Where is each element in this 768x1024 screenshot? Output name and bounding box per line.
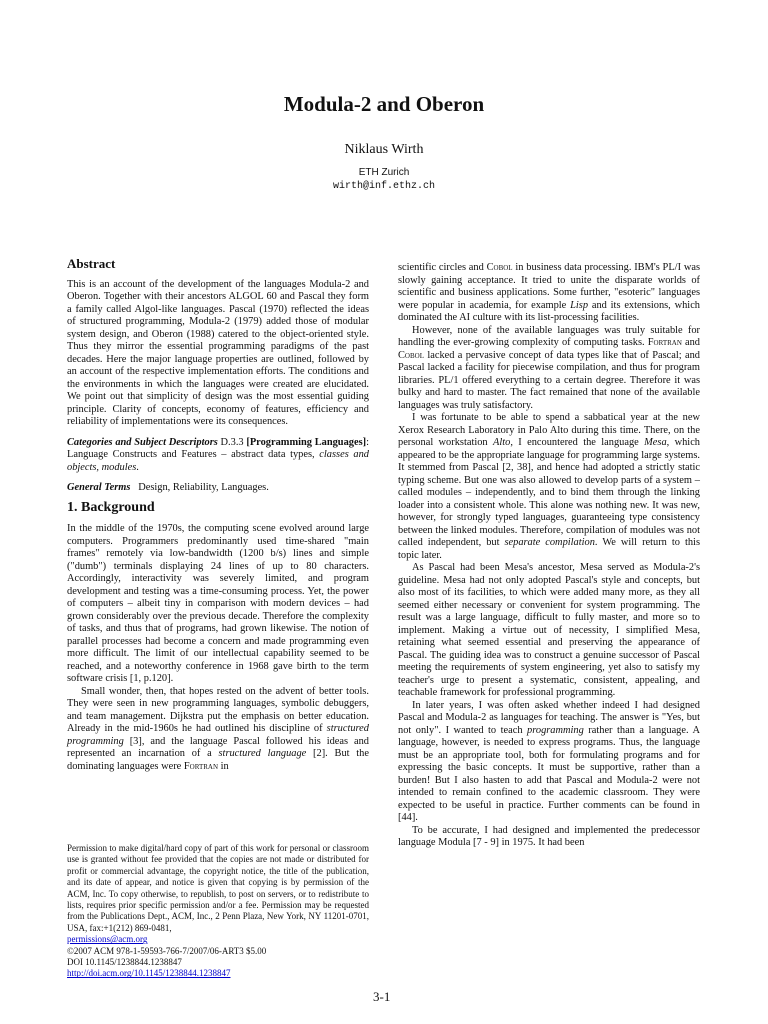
categories-text: : Language Constructs and Features – abstract data types,	[67, 436, 369, 460]
bg-p2-smallcaps: Fortran	[183, 760, 218, 772]
categories-bold: [Programming Languages]	[246, 436, 367, 448]
doi-line: DOI 10.1145/1238844.1238847	[67, 957, 182, 968]
general-terms-label: General Terms	[67, 482, 131, 493]
categories-paragraph	[67, 437, 369, 475]
r-p1-sc1: Fortran	[647, 337, 682, 348]
right-paragraph-1	[398, 325, 700, 413]
r-p2-d: . We will return to this topic later.	[398, 537, 700, 561]
permission-footnote	[67, 843, 369, 980]
bg-p2-text-a: Small wonder, then, that hopes rested on the advent of better tools. They were seen in new programming languages, symbolic debuggers, and team management. Dijkstra put the emphasis on better education. Already in the mid-1960s he had outlined his discipline of	[67, 685, 369, 734]
r-p1-b: and	[681, 337, 700, 348]
right-paragraph-0	[398, 262, 700, 325]
r-p0-c: and its extensions, which dominated the AI culture with its list-processing facilities.	[398, 299, 700, 323]
abstract-text: This is an account of the development of the languages Modula-2 and Oberon. Together with their ancestors ALGOL 60 and Pascal they form a family called Algol-like languages. Pascal (1970) reflected the ideas of structured programming, Modula-2 (1979) added those of modular system design, and Oberon (1988) catered to the object-oriented style. Thus they mirror the essential programming paradigms of the past decades. Here the major language properties are outlined, followed by an account of the respective implementation efforts. The conditions and the environments in which the languages were created are elucidated. We point out that simplicity of design was the most essential guiding principle. Clarity of concepts, economy of features, efficiency and reliability of implementations were its consequences.	[67, 278, 369, 427]
right-paragraph-2	[398, 412, 700, 562]
r-p2-italic-1: Alto	[492, 437, 511, 448]
r-p4-italic: programming	[527, 724, 584, 736]
paper-title: Modula-2 and Oberon	[283, 92, 485, 116]
r-p4-b: rather than a language. A language, however, is needed to express programs. Thus, the language must be an appropriate tool, both for formulating programs and for expressing the basic concepts. It must be supportive, rather than a burden! But I also hasten to add that Pascal and Modula-2 were not intended to remain confined to the academic classroom. They were expected to be useful in practice. Further comments can be found in [44].	[398, 724, 701, 823]
bg-p2-text-c: [2]. But the dominating languages were	[67, 748, 369, 772]
abstract-heading: Abstract	[67, 256, 116, 271]
r-p0-sc: Cobol	[486, 262, 513, 273]
background-paragraph-2	[67, 686, 369, 774]
r-p0-b: in business data processing. IBM's PL/I was slowly gaining acceptance. It tried to unite the disparate worlds of scientific and business applications. Some further, "esoteric" languages were popular in academia, for example	[398, 262, 700, 311]
r-p1-c: lacked a pervasive concept of data types like that of Pascal; and Pascal lacked a facility for piecewise compilation, and thus for program libraries. PL/1 offered everything to a certain degree. Therefore it was bulky and hard to master. The fact remained that none of the available languages was truly satisfactory.	[398, 349, 700, 411]
categories-italic: classes and objects, modules	[67, 449, 369, 473]
page-number: 3-1	[373, 989, 391, 1004]
r-p0-italic: Lisp	[570, 299, 589, 311]
categories-code: D.3.3	[220, 436, 244, 448]
author-affiliation: ETH Zurich	[358, 167, 410, 178]
r-p1-a: However, none of the available languages was truly suitable for handling the ever-growing complexity of computing tasks.	[398, 324, 700, 348]
copyright-line: ©2007 ACM 978-1-59593-766-7/2007/06-ART3 $5.00	[67, 945, 267, 956]
right-paragraph-4	[398, 700, 700, 825]
right-paragraph-3: As Pascal had been Mesa's ancestor, Mesa served as Modula-2's guideline. Mesa had not only adopted Pascal's style and concepts, but also most of its facilities, to which were added many more, as they all seemed either necessary or convenient for system programming. The result was a large language, difficult to fully master, and more so to implement. Making a virtue out of necessity, I simplified Mesa, retaining what seemed essential and preserving the appearance of Pascal. The guiding idea was to construct a genuine successor of Pascal meeting the requirements of system engineering, yet also to satisfy my teacher's urge to present a systematic, consistent, appealing, and teachable framework for professional programming.	[398, 562, 700, 698]
r-p2-a: I was fortunate to be able to spend a sabbatical year at the new Xerox Research Laboratory in Palo Alto during this time. There, on the personal workstation	[398, 412, 700, 448]
left-column	[67, 258, 369, 773]
r-p0-a: scientific circles and	[398, 262, 487, 273]
general-terms-text: Design, Reliability, Languages.	[138, 482, 269, 493]
background-paragraph-1: In the middle of the 1970s, the computing scene evolved around large computers. Programmers predominantly used time-shared "main frames" remotely via low-bandwidth (1200 b/s) lines and simple ("dumb") terminals displaying 24 lines of up to 80 characters. Accordingly, interactivity was severely limited, and program development and testing was a time-consuming process. Yet, the power of computers – albeit tiny in comparison with modern devices – had grown considerably over the previous decade. Therefore the complexity of tasks, and thus that of programs, had grown likewise. The notion of parallel processes had become a concern and made programming even more difficult. The limit of our intellectual capability seemed to be reached, and a noteworthy conference in 1968 gave birth to the term software crisis [1, p.120].	[67, 523, 369, 684]
bg-p2-italic-1: structured programming	[67, 723, 369, 747]
right-column	[398, 262, 700, 850]
right-paragraph-5: To be accurate, I had designed and implemented the predecessor language Modula [7 - 9] in 1975. It had been	[398, 824, 700, 848]
bg-p2-italic-2: structured language	[218, 748, 307, 759]
r-p2-italic-2: Mesa	[644, 437, 667, 448]
section-heading-background: 1. Background	[67, 499, 155, 515]
r-p2-italic-3: separate compilation	[504, 537, 595, 548]
r-p4-a: In later years, I was often asked whether indeed I had designed Pascal and Modula-2 as languages for teaching. The answer is "Yes, but not only". I wanted to teach	[398, 699, 700, 736]
permissions-email-link[interactable]: permissions@acm.org	[67, 934, 148, 945]
categories-end: .	[136, 461, 139, 473]
r-p1-sc2: Cobol	[398, 349, 424, 361]
footnote-text: Permission to make digital/hard copy of part of this work for personal or classroom use is granted without fee provided that the copies are not made or distributed for profit or commercial advantage, the copyright notice, the title of the publication, and its date of appear, and notice is given that copying is by permission of the ACM, Inc. To copy otherwise, to republish, to post on servers, or to redistribute to lists, requires prior specific permission and/or a fee. Permission may be requested from the Publications Dept., ACM, Inc., 2 Penn Plaza, New York, NY 11201-0701, USA, fax:+1(212) 869-0481,	[67, 843, 369, 933]
author-email: wirth@inf.ethz.ch	[332, 181, 436, 192]
doi-link[interactable]: http://doi.acm.org/10.1145/1238844.1238847	[67, 968, 231, 979]
bg-p2-text-d: in	[218, 760, 229, 772]
author-name: Niklaus Wirth	[344, 142, 424, 157]
r-p2-c: , which appeared to be the appropriate language for programming large systems. It stemmed from Pascal [2, 38], and hence had adopted a strictly static typing scheme. But one was also allowed to develop parts of a system – called modules – independently, and to bind them through the linking loader into a consistent whole. This alone was nothing new. It was new, however, for strongly typed languages, guaranteeing type consistency between the linked modules. Therefore, compilation of modules was not called independent, but	[398, 437, 701, 548]
general-terms-paragraph	[67, 482, 369, 495]
categories-label: Categories and Subject Descriptors	[67, 436, 218, 448]
bg-p2-text-b: [3], and the language Pascal followed his ideas and represented an incarnation of a	[67, 735, 369, 759]
r-p2-b: , I encountered the language	[510, 437, 645, 448]
